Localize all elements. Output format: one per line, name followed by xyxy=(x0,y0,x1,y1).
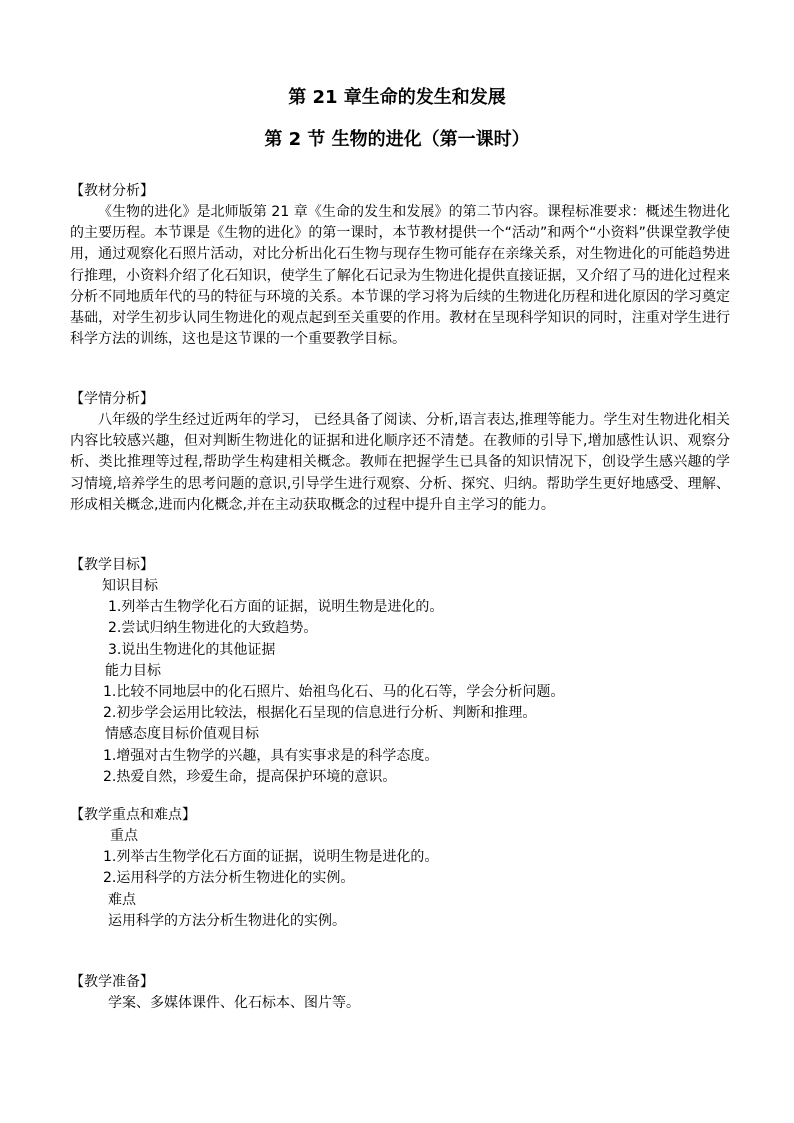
knowledge-goals-label: 知识目标 xyxy=(102,578,158,594)
difficulty-label: 难点 xyxy=(108,891,136,908)
textbook-analysis-body: 《生物的进化》是北师版第 21 章《生命的发生和发展》的第二节内容。课程标准要求：概述生物进化的主要历程。本节课是《生物的进化》的第一课时，本节教材提供一个“活动”和两个“小资料”供课堂教学使用，通过观察化石照片活动，对比分析出化石生物与现存生物可能存在亲缘关系，对生物进化的可能趋势进行推理，小资料介绍了化石知识，使学生了解化石记录为生物进化提供直接证据，又介绍了马的进化过程来分析不同地质年代的马的特征与环境的关系。本节课的学习将为后续的生物进化历程和进化原因的学习奠定基础，对学生初步认同生物进化的观点起到至关重要的作用。教材在呈现科学知识的同时，注重对学生进行科学方法的训练，这也是这节课的一个重要教学目标。 xyxy=(70,204,730,348)
emotion-goals-label: 情感态度目标价值观目标 xyxy=(105,726,259,743)
knowledge-goal-item: 3.说出生物进化的其他证据 xyxy=(108,641,276,658)
ability-goal-item: 1.比较不同地层中的化石照片、始祖鸟化石、马的化石等，学会分析问题。 xyxy=(103,684,565,701)
textbook-analysis-section xyxy=(70,181,730,350)
teaching-goals-section xyxy=(70,555,730,788)
emotion-goal-item: 1.增强对古生物学的兴趣，具有实事求是的科学态度。 xyxy=(103,747,439,764)
teaching-goals-heading: 【教学目标】 xyxy=(70,557,154,573)
ability-goals-label: 能力目标 xyxy=(105,662,161,679)
key-points-heading: 【教学重点和难点】 xyxy=(70,807,196,823)
knowledge-goal-item: 1.列举古生物学化石方面的证据，说明生物是进化的。 xyxy=(108,599,444,616)
focus-item: 2.运用科学的方法分析生物进化的实例。 xyxy=(103,870,355,887)
emotion-goal-item: 2.热爱自然，珍爱生命，提高保护环境的意识。 xyxy=(103,768,397,785)
preparation-heading: 【教学准备】 xyxy=(70,974,154,990)
section-title: 第 2 节 生物的进化（第一课时） xyxy=(264,129,530,150)
knowledge-goal-item: 2.尝试归纳生物进化的大致趋势。 xyxy=(108,620,318,637)
textbook-analysis-heading: 【教材分析】 xyxy=(70,183,154,199)
preparation-body: 学案、多媒体课件、化石标本、图片等。 xyxy=(108,995,360,1011)
focus-label: 重点 xyxy=(110,828,138,844)
student-analysis-section xyxy=(70,389,730,516)
student-analysis-heading: 【学情分析】 xyxy=(70,391,154,407)
preparation-section xyxy=(70,972,730,1014)
difficulty-text: 运用科学的方法分析生物进化的实例。 xyxy=(108,912,346,929)
student-analysis-body: 八年级的学生经过近两年的学习， 已经具备了阅读、分析,语言表达,推理等能力。学生对生物进化相关内容比较感兴趣，但对判断生物进化的证据和进化顺序还不清楚。在教师的引导下,增加感性认识、观察分析、类比推理等过程,帮助学生构建相关概念。教师在把握学生已具备的知识情况下，创设学生感兴趣的学习情境,培养学生的思考问题的意识,引导学生进行观察、分析、探究、归纳。帮助学生更好地感受、理解、形成相关概念,进而内化概念,并在主动获取概念的过程中提升自主学习的能力。 xyxy=(70,412,730,513)
chapter-title: 第 21 章生命的发生和发展 xyxy=(288,87,506,108)
key-points-section xyxy=(70,805,730,932)
ability-goal-item: 2.初步学会运用比较法，根据化石呈现的信息进行分析、判断和推理。 xyxy=(103,705,537,722)
focus-item: 1.列举古生物学化石方面的证据，说明生物是进化的。 xyxy=(103,849,439,866)
